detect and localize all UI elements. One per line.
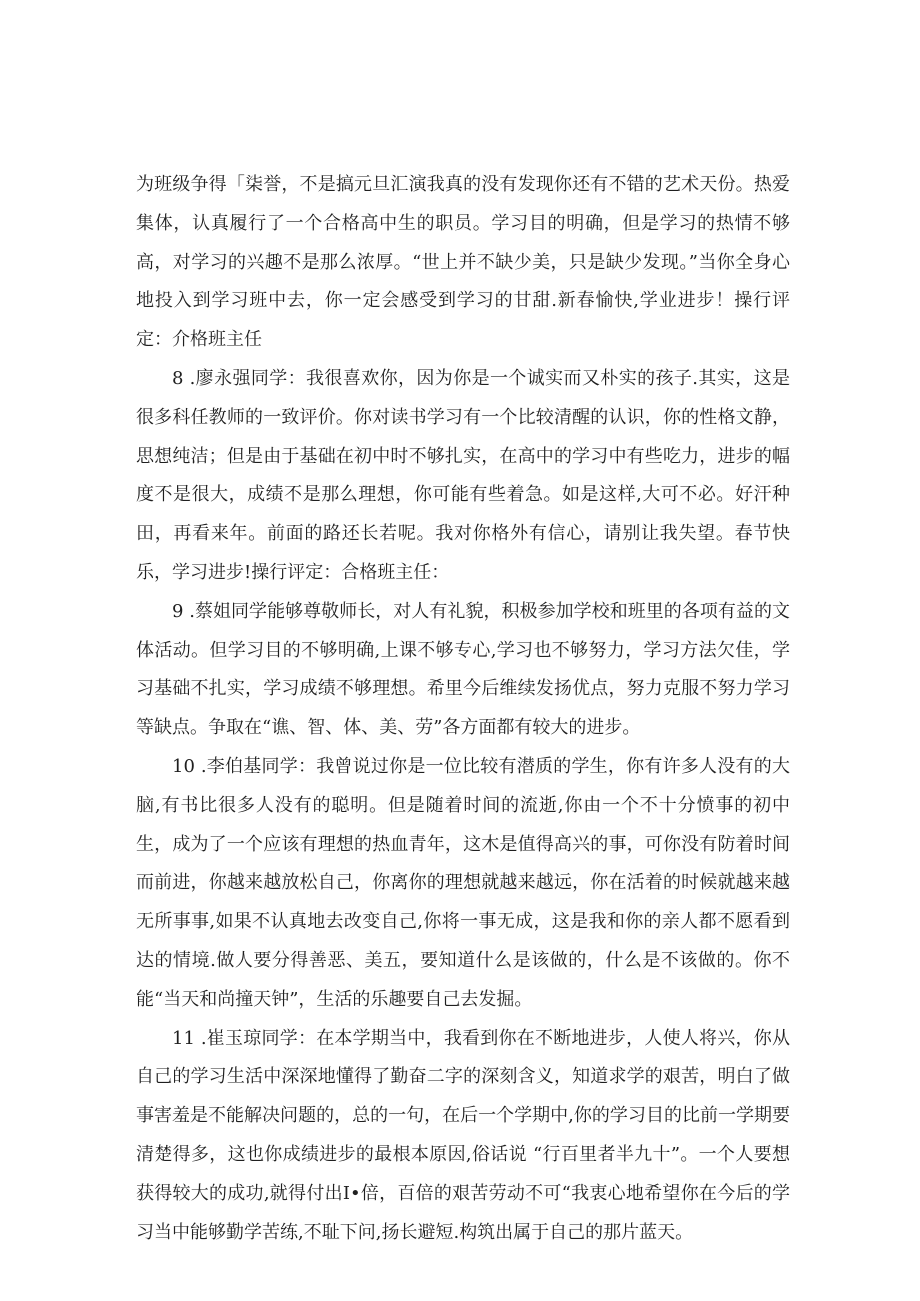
paragraph-comment-11: 11 .崔玉琼同学：在本学期当中，我看到你在不断地进步，人使人将兴，你从自己的学习生活中深深地懂得了勤奋二字的深刻含义，知道求学的艰苦，明白了做事害羞是不能解决问题的，总的一句，在后一个学期中,你的学习目的比前一学期要清楚得多，这也你成绩进步的最根本原因,俗话说 “行百里者半九十”。一个人要想获得较大的成功,就得付出I•倍，百倍的艰苦劳动不可“我衷心地希望你在今后的学习当中能够勤学苦练,不耻下问,扬长避短.构筑出属于自己的那片蓝天。 — [136, 1027, 790, 1243]
paragraph-comment-8: 8 .廖永强同学：我很喜欢你，因为你是一个诚实而又朴实的孩子.其实，这是很多科任教师的一致评价。你对读书学习有一个比较清醒的认识，你的性格文静，思想纯洁；但是由于基础在初中时不够扎实，在高中的学习中有些吃力，进步的幅度不是很大，成绩不是那么理想，你可能有些着急。如是这样,大可不必。好汗种田，再看来年。前面的路还长若呢。我对你格外有信心，请别让我失望。春节快乐，学习进步!操行评定：合格班主任： — [136, 367, 790, 583]
document-body — [136, 166, 790, 1252]
paragraph-comment-9: 9 .蔡姐同学能够尊敬师长，对人有礼貌，积极参加学校和班里的各项有益的文体活动。但学习目的不够明确,上课不够专心,学习也不够努力，学习方法欠佳，学习基础不扎实，学习成绩不够理想。希里今后维续发扬优点，努力克服不努力学习等缺点。争取在“谯、智、体、美、劳”各方面都有较大的进步。 — [136, 600, 790, 739]
paragraph-comment-10: 10 .李伯基同学：我曾说过你是一位比较有潜质的学生，你有许多人没有的大脑,有书比很多人没有的聪明。但是随着时间的流逝,你由一个不十分愤事的初中生，成为了一个应该有理想的热血青年，这木是值得高兴的事，可你没有防着时间而前进，你越来越放松自己，你离你的理想就越来越远，你在活着的时候就越来越无所事事,如果不认真地去改变自己,你将一事无成，这是我和你的亲人都不愿看到达的情境.做人要分得善恶、美五，要知道什么是该做的，什么是不该做的。你不能“当天和尚撞天钟”，生活的乐趣要自己去发掘。 — [136, 755, 790, 1010]
paragraph-continuation: 为班级争得「柒誉，不是搞元旦汇演我真的没有发现你还有不错的艺术天份。热爱集体，认真履行了一个合格高中生的职员。学习目的明确，但是学习的热情不够高，对学习的兴趣不是那么浓厚。“世上并不缺少美，只是缺少发现。”当你全身心地投入到学习班中去，你一定会感受到学习的甘甜.新春愉快,学业进步！操行评定：介格班主任 — [136, 174, 790, 351]
